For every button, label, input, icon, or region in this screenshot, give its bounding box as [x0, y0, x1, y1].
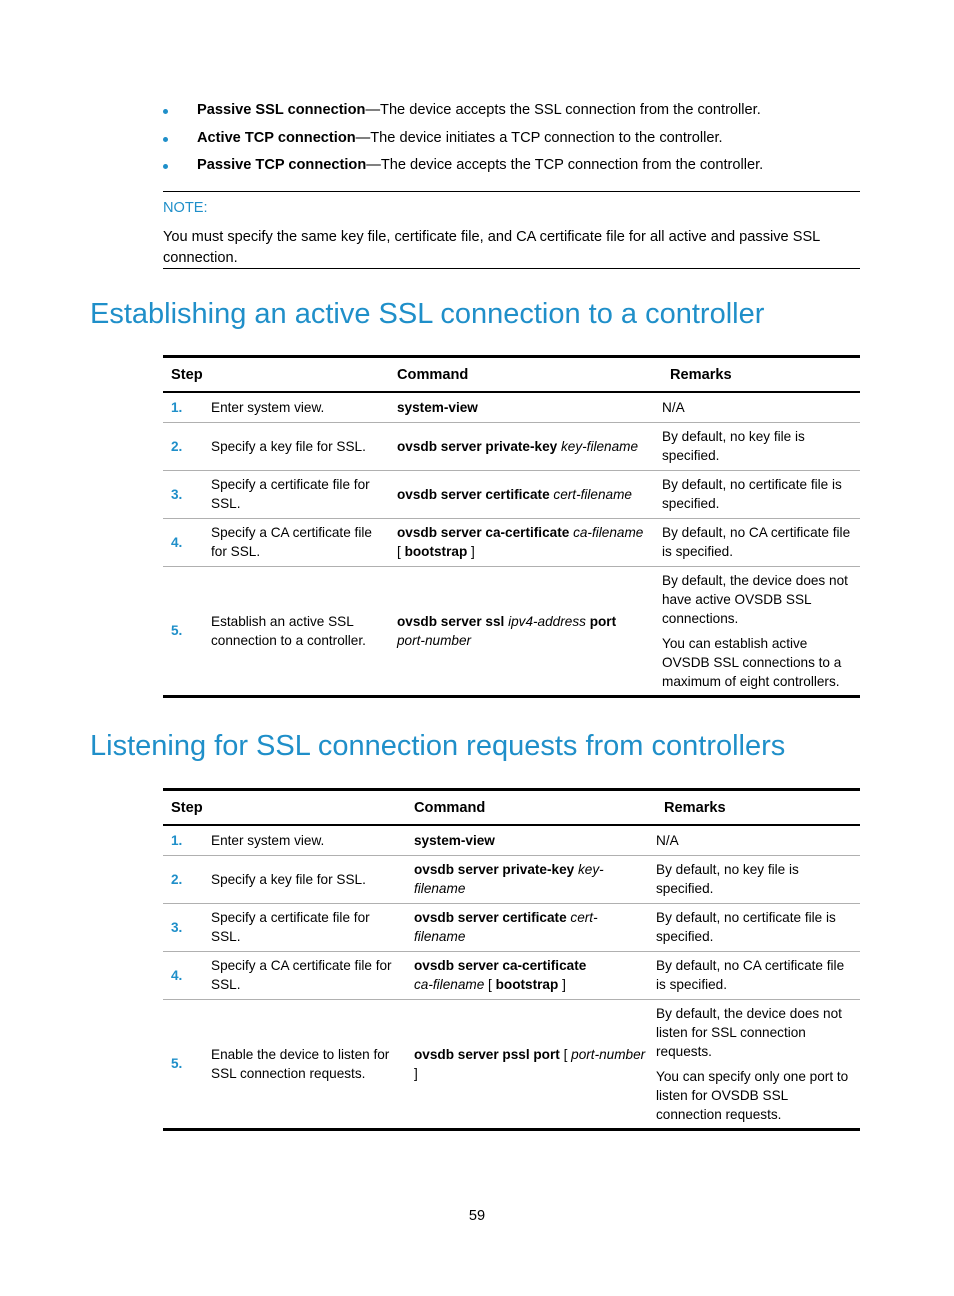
- table-row: [163, 566, 860, 696]
- column-header-command: Command: [389, 357, 662, 393]
- step-number: 3.: [163, 470, 211, 518]
- table-header-row: [163, 790, 860, 826]
- command-argument: cert-filename: [414, 910, 598, 944]
- remarks-text: By default, no CA certificate file is specified.: [656, 958, 845, 992]
- command-argument: key-filename: [560, 438, 639, 454]
- table-row: [163, 855, 860, 903]
- step-description: Specify a key file for SSL.: [211, 422, 389, 470]
- command-keyword: ovsdb server certificate: [414, 910, 567, 925]
- optional-open-bracket: [: [563, 1046, 568, 1062]
- remarks-cell: [662, 422, 860, 470]
- step-description: Enter system view.: [211, 825, 406, 855]
- command-cell: [389, 566, 662, 696]
- optional-open-bracket: [: [397, 544, 401, 559]
- section-heading: Establishing an active SSL connection to a controller: [90, 298, 765, 330]
- remarks-text: By default, no certificate file is specified.: [662, 477, 842, 511]
- command-argument: port-number: [571, 1046, 646, 1062]
- command-keyword: bootstrap: [404, 544, 468, 559]
- step-description: Specify a CA certificate file for SSL.: [211, 518, 389, 566]
- step-number: 3.: [163, 903, 211, 951]
- remarks-cell: [656, 951, 860, 999]
- column-header-remarks: Remarks: [662, 357, 860, 393]
- bullet-icon: [163, 137, 168, 142]
- command-cell: [406, 825, 656, 855]
- table-row: [163, 903, 860, 951]
- column-header-command: Command: [406, 790, 656, 826]
- remarks-text: By default, the device does not have active OVSDB SSL connections.: [662, 572, 848, 626]
- remarks-cell: [656, 903, 860, 951]
- command-table: [163, 355, 860, 698]
- step-description: Specify a CA certificate file for SSL.: [211, 951, 406, 999]
- page-number: 59: [468, 1208, 486, 1224]
- bullet-text: —The device initiates a TCP connection to the controller.: [355, 129, 723, 146]
- command-keyword: ovsdb server ca-certificate: [414, 958, 587, 973]
- step-number: 5.: [163, 999, 211, 1129]
- remarks-cell: [656, 855, 860, 903]
- command-keyword: ovsdb server ssl: [397, 613, 505, 629]
- step-description: Specify a certificate file for SSL.: [211, 470, 389, 518]
- note-box: [163, 191, 860, 269]
- command-keyword: ovsdb server pssl port: [414, 1046, 560, 1062]
- remarks-text: By default, no CA certificate file is specified.: [662, 525, 851, 559]
- remarks-text: By default, no certificate file is specified.: [656, 910, 836, 944]
- command-cell: [406, 855, 656, 903]
- bullet-list: [163, 100, 863, 183]
- step-number: 5.: [163, 566, 211, 696]
- table-row: [163, 422, 860, 470]
- column-header-step: Step: [163, 790, 406, 826]
- table-row: [163, 470, 860, 518]
- remarks-cell: [656, 825, 860, 855]
- bullet-term: Passive TCP connection: [197, 157, 367, 173]
- step-number: 4.: [163, 951, 211, 999]
- step-number: 1.: [163, 825, 211, 855]
- remarks-cell: [656, 999, 860, 1129]
- command-argument: cert-filename: [553, 486, 632, 502]
- bullet-term: Active TCP connection: [197, 129, 356, 146]
- command-table: [163, 788, 860, 1131]
- note-text: You must specify the same key file, certificate file, and CA certificate file for all active and passive SSL connection.: [163, 229, 820, 266]
- step-number: 2.: [163, 855, 211, 903]
- list-item: [163, 155, 863, 183]
- section-heading: Listening for SSL connection requests from controllers: [90, 730, 786, 762]
- column-header-step: Step: [163, 357, 389, 393]
- optional-close-bracket: ]: [414, 1065, 418, 1081]
- command-cell: [406, 999, 656, 1129]
- step-description: Enter system view.: [211, 392, 389, 422]
- step-number: 2.: [163, 422, 211, 470]
- command-keyword: ovsdb server private-key: [397, 438, 558, 454]
- table-header-row: [163, 357, 860, 393]
- table-row: [163, 951, 860, 999]
- remarks-text: By default, the device does not listen for SSL connection requests.: [656, 1005, 842, 1059]
- command-keyword: ovsdb server certificate: [397, 486, 550, 502]
- remarks-cell: [662, 518, 860, 566]
- command-argument: port-number: [397, 632, 472, 648]
- remarks-text: You can specify only one port to listen for OVSDB SSL connection requests.: [656, 1068, 849, 1122]
- remarks-text: N/A: [662, 399, 685, 415]
- step-description: Enable the device to listen for SSL connection requests.: [211, 999, 406, 1129]
- command-keyword: ovsdb server private-key: [414, 862, 575, 877]
- remarks-cell: [662, 566, 860, 696]
- column-header-remarks: Remarks: [656, 790, 860, 826]
- table-row: [163, 825, 860, 855]
- remarks-text: By default, no key file is specified.: [656, 862, 799, 896]
- optional-open-bracket: [: [488, 977, 492, 992]
- remarks-text: N/A: [656, 832, 679, 848]
- remarks-cell: [662, 470, 860, 518]
- remarks-cell: [662, 392, 860, 422]
- bullet-icon: [163, 109, 168, 114]
- command-keyword: port: [589, 613, 617, 629]
- optional-close-bracket: ]: [562, 977, 566, 992]
- command-argument: key-filename: [414, 862, 604, 896]
- list-item: [163, 100, 863, 128]
- step-description: Establish an active SSL connection to a controller.: [211, 566, 389, 696]
- step-description: Specify a key file for SSL.: [211, 855, 406, 903]
- command-cell: [406, 903, 656, 951]
- command-argument: ca-filename: [414, 977, 485, 992]
- command-cell: [389, 422, 662, 470]
- command-cell: [389, 392, 662, 422]
- command-cell: [406, 951, 656, 999]
- bullet-term: Passive SSL connection: [197, 102, 366, 118]
- list-item: [163, 128, 863, 156]
- command-argument: ipv4-address: [508, 613, 586, 629]
- bullet-text: —The device accepts the TCP connection from the controller.: [366, 157, 764, 173]
- command-keyword: system-view: [414, 832, 495, 848]
- step-description: Specify a certificate file for SSL.: [211, 903, 406, 951]
- remarks-text: You can establish active OVSDB SSL connections to a maximum of eight controllers.: [662, 635, 842, 689]
- table-row: [163, 518, 860, 566]
- table-row: [163, 392, 860, 422]
- command-keyword: bootstrap: [495, 977, 559, 992]
- step-number: 1.: [163, 392, 211, 422]
- table-row: [163, 999, 860, 1129]
- command-keyword: ovsdb server ca-certificate: [397, 525, 570, 540]
- optional-close-bracket: ]: [471, 544, 475, 559]
- command-cell: [389, 518, 662, 566]
- command-argument: ca-filename: [573, 525, 644, 540]
- note-title: NOTE:: [163, 200, 208, 216]
- command-cell: [389, 470, 662, 518]
- command-keyword: system-view: [397, 399, 478, 415]
- step-number: 4.: [163, 518, 211, 566]
- remarks-text: By default, no key file is specified.: [662, 429, 805, 463]
- bullet-icon: [163, 164, 168, 169]
- bullet-text: —The device accepts the SSL connection from the controller.: [365, 102, 761, 118]
